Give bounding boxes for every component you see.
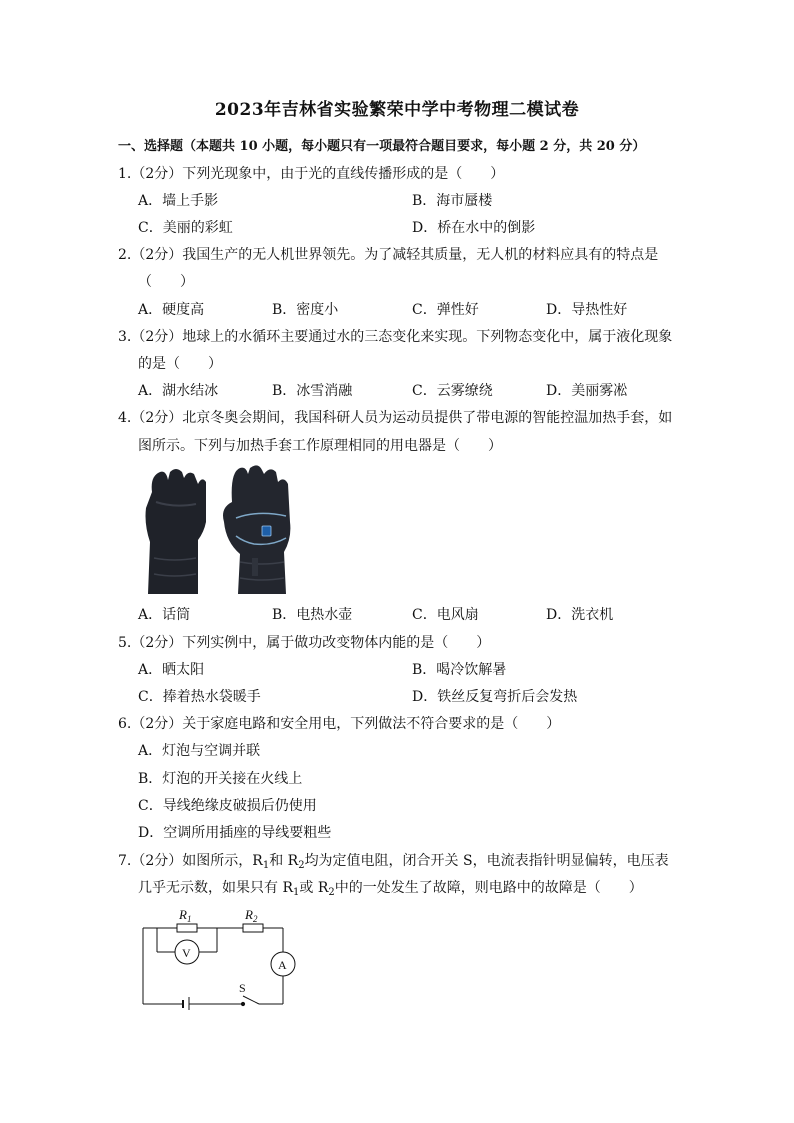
q5-option-b: B．喝冷饮解暑 (412, 662, 507, 678)
q2-option-d: D．导热性好 (546, 302, 628, 318)
q5-option-d: D．铁丝反复弯折后会发热 (412, 689, 578, 705)
q7-stem-line1: 7.（2分）如图所示，$R_1$和 $R_2$均为定值电阻，闭合开关 S，电流表指针明显偏转，电压表 (118, 853, 669, 871)
q6-option-b: B．灯泡的开关接在火线上 (138, 771, 303, 787)
q2-option-c: C．弹性好 (412, 302, 479, 318)
q4-stem-line2: 图所示。下列与加热手套工作原理相同的用电器是（ ） (138, 438, 502, 454)
q1-option-a: A．墙上手影 (138, 193, 219, 209)
q4-option-c: C．电风扇 (412, 607, 479, 623)
q1-stem: 1.（2分）下列光现象中，由于光的直线传播形成的是（ ） (118, 166, 505, 182)
voltmeter-label: V (182, 946, 191, 960)
q1-option-b: B．海市蜃楼 (412, 193, 493, 209)
q6-stem: 6.（2分）关于家庭电路和安全用电，下列做法不符合要求的是（ ） (118, 716, 561, 732)
circuit-diagram (135, 904, 305, 1010)
q5-stem: 5.（2分）下列实例中，属于做功改变物体内能的是（ ） (118, 635, 491, 651)
q5-option-c: C．捧着热水袋暖手 (138, 689, 261, 705)
q7-stem-line2: 几乎无示数，如果只有 $R_1$或 $R_2$中的一处发生了故障，则电路中的故障是（ ） (138, 880, 643, 898)
q4-option-d: D．洗衣机 (546, 607, 614, 623)
q4-option-a: A．话筒 (138, 607, 191, 623)
heated-gloves-figure (140, 462, 300, 596)
r2-label: $R_2$ (245, 907, 258, 924)
q1-option-d: D．桥在水中的倒影 (412, 220, 536, 236)
q1-option-c: C．美丽的彩虹 (138, 220, 233, 236)
q4-stem-line1: 4.（2分）北京冬奥会期间，我国科研人员为运动员提供了带电源的智能控温加热手套，如 (118, 410, 673, 426)
ammeter-label: A (278, 958, 287, 972)
exam-title: 2023年吉林省实验繁荣中学中考物理二模试卷 (214, 100, 580, 120)
q2-stem-line1: 2.（2分）我国生产的无人机世界领先。为了减轻其质量，无人机的材料应具有的特点是 (118, 247, 659, 263)
q2-option-a: A．硬度高 (138, 302, 205, 318)
section-heading: 一、选择题（本题共 10 小题，每小题只有一项最符合题目要求，每小题 2 分，共 20 分） (118, 139, 646, 154)
left-glove-image (146, 469, 207, 594)
switch-label: S (239, 981, 246, 995)
q4-option-b: B．电热水壶 (272, 607, 353, 623)
r1-label: $R_1$ (179, 907, 192, 924)
q5-option-a: A．晒太阳 (138, 662, 205, 678)
q2-stem-line2: （ ） (138, 274, 194, 290)
q3-option-d: D．美丽雾凇 (546, 383, 628, 399)
resistor-r1 (177, 924, 197, 932)
q6-option-d: D．空调所用插座的导线要粗些 (138, 825, 332, 841)
resistor-r2 (243, 924, 263, 932)
q6-option-a: A．灯泡与空调并联 (138, 743, 261, 759)
q3-stem-line2: 的是（ ） (138, 356, 222, 372)
q2-option-b: B．密度小 (272, 302, 339, 318)
q3-option-b: B．冰雪消融 (272, 383, 353, 399)
q3-option-c: C．云雾缭绕 (412, 383, 493, 399)
q3-option-a: A．湖水结冰 (138, 383, 219, 399)
switch-symbol (243, 996, 259, 1004)
q3-stem-line1: 3.（2分）地球上的水循环主要通过水的三态变化来实现。下列物态变化中，属于液化现象 (118, 329, 673, 345)
q6-option-c: C．导线绝缘皮破损后仍使用 (138, 798, 317, 814)
